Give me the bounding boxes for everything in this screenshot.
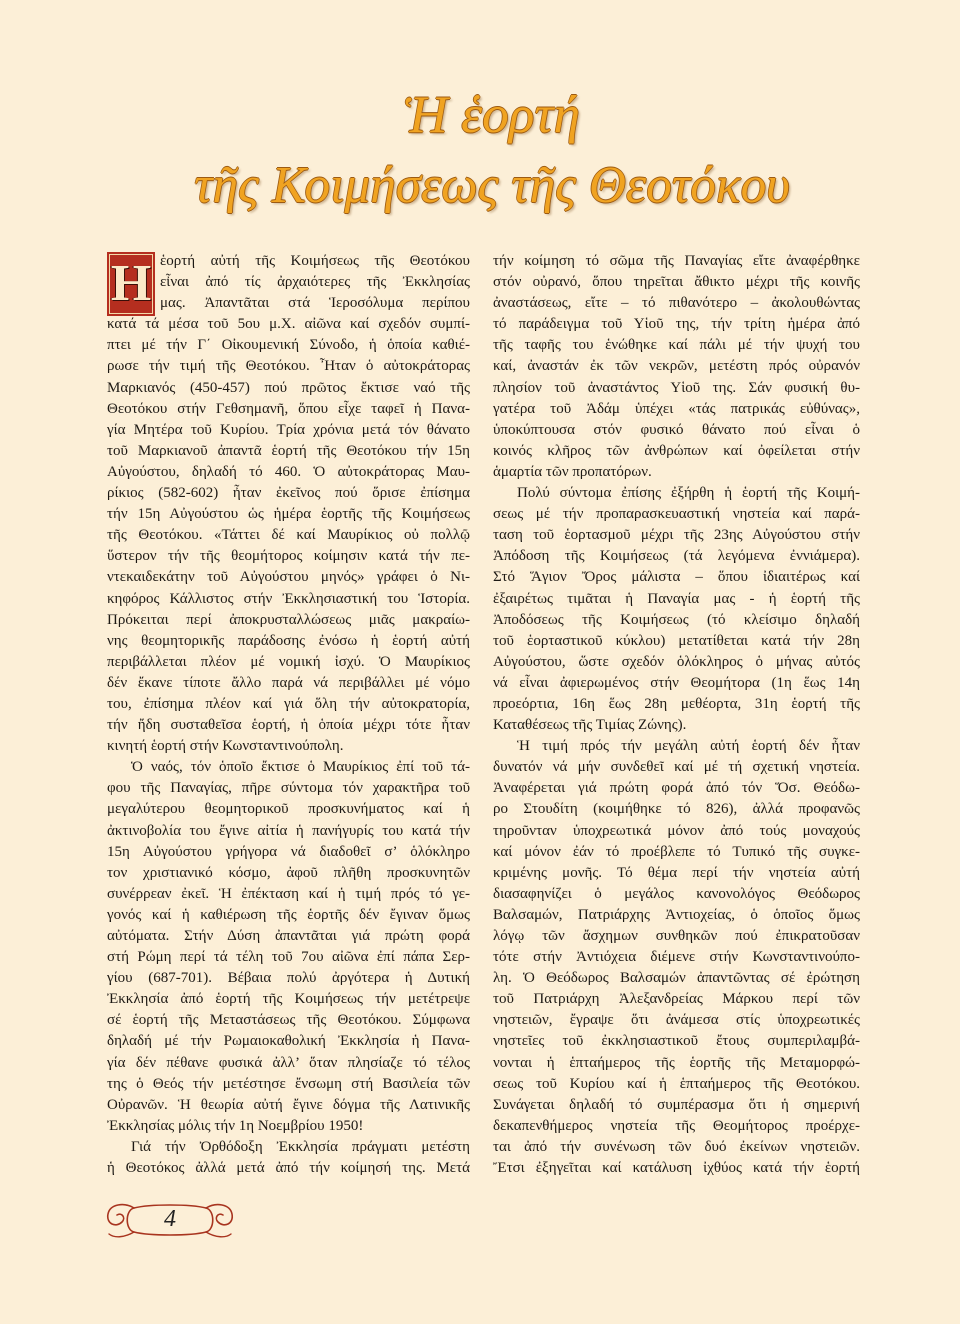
- right-column: [493, 251, 860, 1179]
- text-line: ἡ Θεοτόκος ἀλλά μετά ἀπό τήν κοίμησή της. Μετά: [107, 1160, 470, 1177]
- text-line: λη. Ὁ Θεόδωρος Βαλσαμών ἀπαντῶντας σέ ἐρώτηση: [493, 970, 860, 987]
- text-line: γίου (687-701). Βέβαια πολύ ἀργότερα ἡ Δυτική: [107, 970, 470, 987]
- text-line: σεως τοῦ Κυρίου καί ἡ ἑπταήμερος τῆς Θεοτόκου.: [493, 1075, 860, 1092]
- text-line: διασαφηνίζει ὁ μεγάλος κανονολόγος Θεόδωρος: [493, 885, 860, 902]
- text-line: Μαρκιανός (450-457) πού πρῶτος ἔκτισε ναό τῆς: [107, 379, 470, 396]
- text-line: καί μόνον ἐάν τό προέβλεπε τό Τυπικό τῆς συγκε-: [493, 843, 860, 860]
- text-line: Συνάγεται δηλαδή τό συμπέρασμα ὅτι ἡ σημερινή: [493, 1096, 860, 1113]
- text-line: ἁμαρτία τῶν προπατόρων.: [493, 463, 652, 480]
- text-line: δηλαδή μέ τήν Ρωμαιοκαθολική Ἐκκλησία ἡ Πανα-: [107, 1033, 470, 1050]
- text-line: τότε στήν Ἀντιόχεια διέμενε στήν Κωνσταντινούπο-: [493, 949, 860, 966]
- text-line: Ἀποδόσεως τῆς Κοιμήσεως (τό κλείσιμο δηλαδή: [493, 611, 860, 628]
- text-line: πλησίον τοῦ ἀναστάντος Υἱοῦ της. Σάν φυσική θυ-: [493, 379, 860, 396]
- text-line: δυνατόν νά μήν συνδεθεῖ καί μέ τή σχετική νηστεία.: [493, 759, 860, 776]
- drop-cap-letter: Η: [110, 255, 152, 312]
- paragraph: [107, 251, 470, 757]
- text-line: Βαλσαμών, Πατριάρχης Ἀντιοχείας, ὁ ὁποῖος ὅμως: [493, 906, 860, 923]
- text-line: δεκαπενθήμερος νηστεία τῆς Θεομήτορος προέρχε-: [493, 1117, 860, 1134]
- text-line: τον χριστιανικό κόσμο, ἀφοῦ πλῆθη προσκυνητῶν: [107, 864, 470, 881]
- title-line-2: τῆς Κοιμήσεως τῆς Θεοτόκου: [194, 157, 790, 214]
- text-line: σέ ἑορτή τῆς Μεταστάσεως τῆς Θεοτόκου. Σύμφωνα: [107, 1012, 470, 1029]
- text-line: τοῦ Μαρκιανοῦ ἀπαντᾶ ἑορτή τῆς Θεοτόκου τήν 15η: [107, 442, 470, 459]
- text-line: νηστεῖες τοῦ ἐκκλησιαστικοῦ ἔτους συμπεριλαμβά-: [493, 1033, 860, 1050]
- text-line: κινητή ἑορτή στήν Κωνσταντινούπολη.: [107, 738, 344, 755]
- text-line: φου τῆς Παναγίας, πῆρε σύντομα τόν χαρακτῆρα τοῦ: [107, 780, 470, 797]
- text-line: τηροῦνταν ὑποχρεωτικά μόνον ἀπό τούς μοναχούς: [493, 822, 860, 839]
- text-line: σεως μέ τήν προπαρασκευαστική νηστεία καί παρά-: [493, 506, 860, 523]
- text-line: τῆς Θεοτόκου. «Τάττει δέ καί Μαυρίκιος οὐ πολλῷ: [107, 527, 470, 544]
- article-title: [190, 78, 794, 222]
- text-line: νηστειῶν, ἔγραψε ὅτι ἀνάμεσα στίς ὑποχρεωτικές: [493, 1012, 860, 1029]
- page-number: [100, 1195, 240, 1245]
- text-line: γία δέν πέθανε φυσικά ἀλλ’ ὅταν πλησίαζε τό τέλος: [107, 1054, 470, 1071]
- text-line: Καταθέσεως τῆς Τιμίας Ζώνης).: [493, 717, 687, 734]
- text-line: ταση τοῦ ἑορτασμοῦ μέχρι τῆς 23ης Αὐγούστου στήν: [493, 527, 860, 544]
- text-line: Ἀπόδοση τῆς Κοιμήσεως (τά λεγόμενα ἐννιάμερα).: [493, 548, 860, 565]
- text-line: τό παράδειγμα τοῦ Υἱοῦ της, τήν τρίτη ἡμέρα ἀπό: [493, 316, 860, 333]
- text-line: Πρόκειται περί ἀποκρυσταλλώσεως μιᾶς μακραίω-: [107, 611, 470, 628]
- text-line: κηφόρος Κάλλιστος στήν Ἐκκλησιαστική του Ἱστορία.: [107, 590, 470, 607]
- text-line: ρίκιος (582-602) ἦταν ἐκεῖνος πού ὅρισε ἐπίσημα: [107, 485, 470, 502]
- text-line: ἐξαιρέτως τιμᾶται ἡ Παναγία μας - ἡ ἑορτή τῆς: [493, 590, 860, 607]
- text-line: Στό Ἅγιον Ὄρος μάλιστα – ὅπου ἰδιαιτέρως καί: [493, 569, 860, 586]
- text-line: νονται ἡ ἑπταήμερος τῆς ἑορτῆς τῆς Μεταμορφώ-: [493, 1054, 860, 1071]
- text-line: Πολύ σύντομα ἐπίσης ἐξήρθη ἡ ἑορτή τῆς Κοιμή-: [517, 485, 860, 502]
- text-line: ντεκαιδεκάτην τοῦ Αὐγούστου μηνός» γράφει ὁ Νι-: [107, 569, 470, 586]
- text-line: πτει μέ τήν Γ΄ Οἰκουμενική Σύνοδο, ἡ ὁποία καθιέ-: [107, 337, 470, 354]
- text-line: μας. Ἀπαντᾶται στά Ἱεροσόλυμα περίπου: [160, 295, 470, 312]
- text-line: ὕστερον τήν τῆς θεομήτορος κοίμησιν κατά τήν πε-: [107, 548, 470, 565]
- text-line: δέν ἔκανε τίποτε ἄλλο παρά νά περιβάλλει μέ νόμο: [107, 674, 470, 691]
- text-line: στή Ρώμη περί τά τέλη τοῦ 7ου αἰῶνα ἐπί πάπα Σερ-: [107, 949, 470, 966]
- text-line: εἶναι ἀπό τίς ἀρχαιότερες τῆς Ἐκκλησίας: [160, 274, 470, 291]
- text-line: γονός καί ἡ καθιέρωση τῆς ἑορτῆς δέν ἔγιναν ὅμως: [107, 906, 470, 923]
- text-line: Ἔτσι ἐξηγεῖται καί κατάλυση ἰχθύος κατά τήν ἑορτή: [493, 1160, 860, 1177]
- text-line: κοινός κλῆρος τῶν ἀνθρώπων καί ὀφείλεται στήν: [493, 442, 860, 459]
- text-line: ἑορτή αὐτή τῆς Κοιμήσεως τῆς Θεοτόκου: [160, 253, 470, 269]
- text-line: περιβάλλεται πλέον μέ νομική ἰσχύ. Ὁ Μαυρίκιος: [107, 653, 470, 670]
- text-line: προεόρτια, 16η ἕως 28η μεθέορτα, 31η ἑορτή τῆς: [493, 695, 860, 712]
- text-line: Ἐκκλησία ἀπό ἑορτή τῆς Κοιμήσεως τήν μετέτρεψε: [107, 991, 470, 1008]
- text-line: Ἐκκλησίας μόλις τήν 1η Νοεμβρίου 1950!: [107, 1117, 364, 1134]
- page-number-text: 4: [164, 1206, 176, 1232]
- title-line-1: Ἡ ἑορτή: [404, 84, 580, 144]
- text-line: τοῦ ἑορταστικοῦ κύκλου) μετατίθεται κατά τήν 28η: [493, 632, 860, 649]
- paragraph: [493, 736, 860, 1179]
- text-line: τήν ἤδη συσταθεῖσα ἑορτή, ἡ ὁποία μέχρι τότε ἦταν: [107, 717, 470, 734]
- text-line: Ἀναφέρεται γιά πρώτη φορά ἀπό τόν Ὅσ. Θεόδω-: [493, 780, 860, 797]
- text-line: τήν 15η Αὐγούστου ὡς ἡμέρα ἑορτῆς τῆς Κοιμήσεως: [107, 506, 470, 523]
- paragraph: [493, 251, 860, 483]
- text-line: ὑποκύπτουσα στόν φυσικό θάνατο πού εἶναι ὁ: [493, 421, 860, 438]
- text-line: κατά τά μέσα τοῦ 5ου μ.Χ. αἰῶνα καί σχεδόν συμπί-: [107, 316, 470, 333]
- text-line: κριμένης μονῆς. Τό θέμα περί τήν νηστεία αὐτή: [493, 864, 860, 881]
- text-line: ἀκτινοβολία του ἔγινε αἰτία ἡ πανήγυρίς του κατά τήν: [107, 822, 470, 839]
- text-line: Αὐγούστου, δηλαδή τό 460. Ὁ αὐτοκράτορας Μαυ-: [107, 463, 470, 480]
- text-line: τῆς ταφῆς του ἑνώθηκε καί πάλι μέ τήν ψυχή του: [493, 337, 860, 354]
- paragraph: [107, 1137, 470, 1179]
- text-line: ρο Στουδίτη (κοιμήθηκε τό 826), ἀλλά προφανῶς: [493, 801, 860, 818]
- text-line: νά εἶναι ἀφιερωμένος στήν Θεομήτορα (1η ἕως 14η: [493, 674, 860, 691]
- text-line: Ὁ ναός, τόν ὁποῖο ἔκτισε ὁ Μαυρίκιος ἐπί τοῦ τά-: [131, 759, 470, 776]
- text-line: λόγῳ τῶν ἄσχημων συνθηκῶν πού ἐπικρατοῦσαν: [493, 928, 860, 944]
- paragraph: [107, 757, 470, 1137]
- text-line: ρωσε τήν τιμή τῆς Θεοτόκου. Ἦταν ὁ αὐτοκράτορας: [107, 358, 470, 375]
- text-line: μεγαλύτερου θεομητορικοῦ προσκυνήματος καί ἡ: [107, 801, 470, 818]
- paragraph: [493, 483, 860, 736]
- text-line: Οὐρανῶν. Ἡ θεωρία αὐτή ἔγινε δόγμα τῆς Λατινικῆς: [107, 1096, 470, 1113]
- text-line: Θεοτόκου στήν Γεθσημανῆ, ὅπου εἶχε ταφεῖ ἡ Πανα-: [107, 400, 470, 417]
- left-column: [107, 251, 470, 1179]
- text-line: ἀναστάσεως, εἴτε – τό πιθανότερο – ἀκολουθώντας: [493, 295, 860, 312]
- text-line: γία Μητέρα τοῦ Κυρίου. Τρία χρόνια μετά τόν θάνατο: [107, 421, 470, 438]
- text-line: Ἡ τιμή πρός τήν μεγάλη αὐτή ἑορτή δέν ἦταν: [517, 738, 860, 755]
- text-line: 15η Αὐγούστου γρήγορα νά διαδοθεῖ σ’ ὁλόκληρο: [107, 843, 470, 860]
- text-line: καί, ἀναστάν ἐκ τῶν νεκρῶν, μετέστη πρός οὐρανόν: [493, 358, 860, 375]
- text-line: του, ἐπίσημα πλέον καί γιά ὅλη τήν αὐτοκρατορία,: [107, 695, 470, 712]
- text-line: τήν κοίμηση τό σῶμα τῆς Παναγίας εἴτε ἀναφέρθηκε: [493, 253, 860, 269]
- text-line: Γιά τήν Ὀρθόδοξη Ἐκκλησία πράγματι μετέστη: [131, 1138, 470, 1155]
- text-line: ται ἀπό τήν συνένωση τῶν δυό ἐκείνων νηστειῶν.: [493, 1138, 860, 1155]
- text-line: συνέρρεαν ἐκεῖ. Ἡ ἐπέκταση καί ἡ τιμή πρός τό γε-: [107, 885, 470, 902]
- text-line: στόν οὐρανό, ὅπου τηρεῖται ἄθικτο μέχρι τῆς κοινῆς: [493, 274, 860, 291]
- text-line: αὐτόματα. Στήν Δύση ἀπαντᾶται γιά πρώτη φορά: [107, 928, 470, 944]
- text-line: της ὁ Θεός τήν μετέστησε ἔνσωμη στή Βασιλεία τῶν: [107, 1075, 470, 1092]
- text-line: Αὐγούστου, ὥστε σχεδόν ὁλόκληρος ὁ μήνας αὐτός: [493, 653, 860, 670]
- text-line: νης θεομητορικῆς παράδοσης ἐνόσω ἡ ἑορτή αὐτή: [107, 632, 470, 649]
- text-line: γατέρα τοῦ Ἀδάμ ὑπέχει «τάς πατρικάς εὐθύνας»,: [493, 400, 860, 417]
- text-line: τοῦ Πατριάρχη Ἀλεξανδρείας Μάρκου περί τῶν: [493, 991, 860, 1008]
